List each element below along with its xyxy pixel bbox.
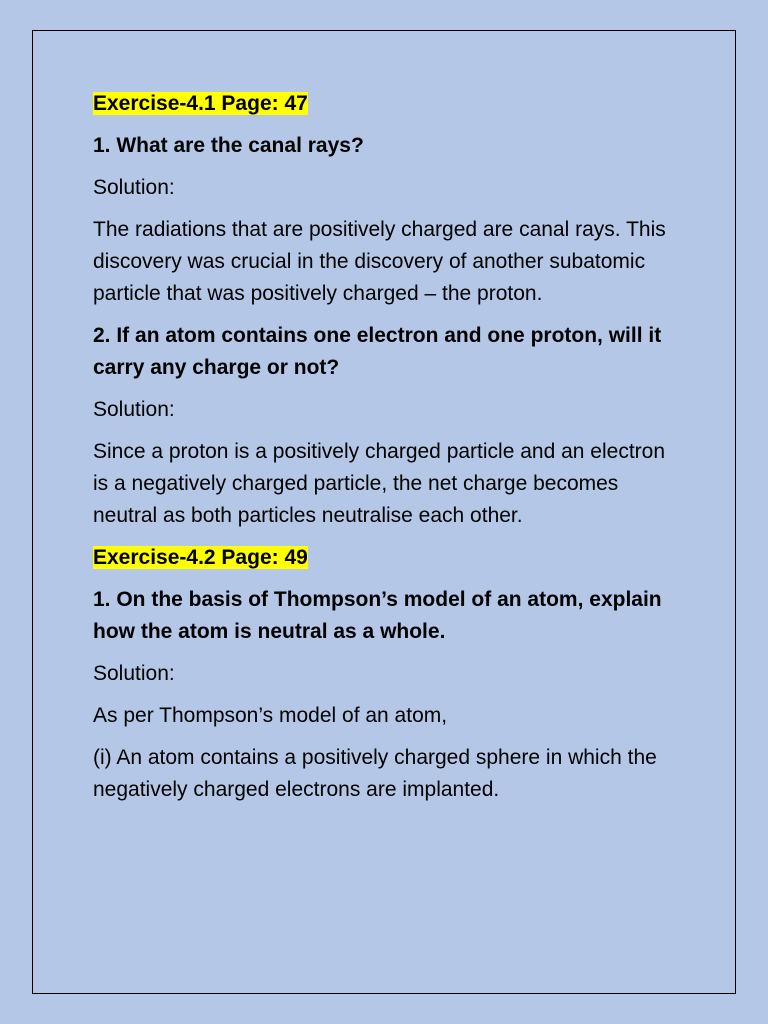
solution-label: Solution: (93, 398, 175, 421)
answer-text: Since a proton is a positively charged particle and an electron is a negatively charged particle, the net charge becomes neutral as both particles neutralise each other. (93, 440, 666, 527)
document-content (93, 88, 683, 816)
answer-text: The radiations that are positively charged are canal rays. This discovery was crucial in the discovery of another subatomic particle that was positively charged – the proton. (93, 218, 666, 305)
answer-point: (i) An atom contains a positively charged sphere in which the negatively charged electrons are implanted. (93, 746, 657, 801)
question-heading: 1. On the basis of Thompson’s model of an atom, explain how the atom is neutral as a whole. (93, 588, 662, 643)
exercise-heading: Exercise-4.2 Page: 49 (93, 546, 308, 569)
exercise-heading: Exercise-4.1 Page: 47 (93, 92, 308, 115)
question-heading: 1. What are the canal rays? (93, 134, 364, 157)
solution-label: Solution: (93, 662, 175, 685)
question-heading: 2. If an atom contains one electron and one proton, will it carry any charge or not? (93, 324, 662, 379)
answer-intro: As per Thompson’s model of an atom, (93, 704, 448, 727)
solution-label: Solution: (93, 176, 175, 199)
